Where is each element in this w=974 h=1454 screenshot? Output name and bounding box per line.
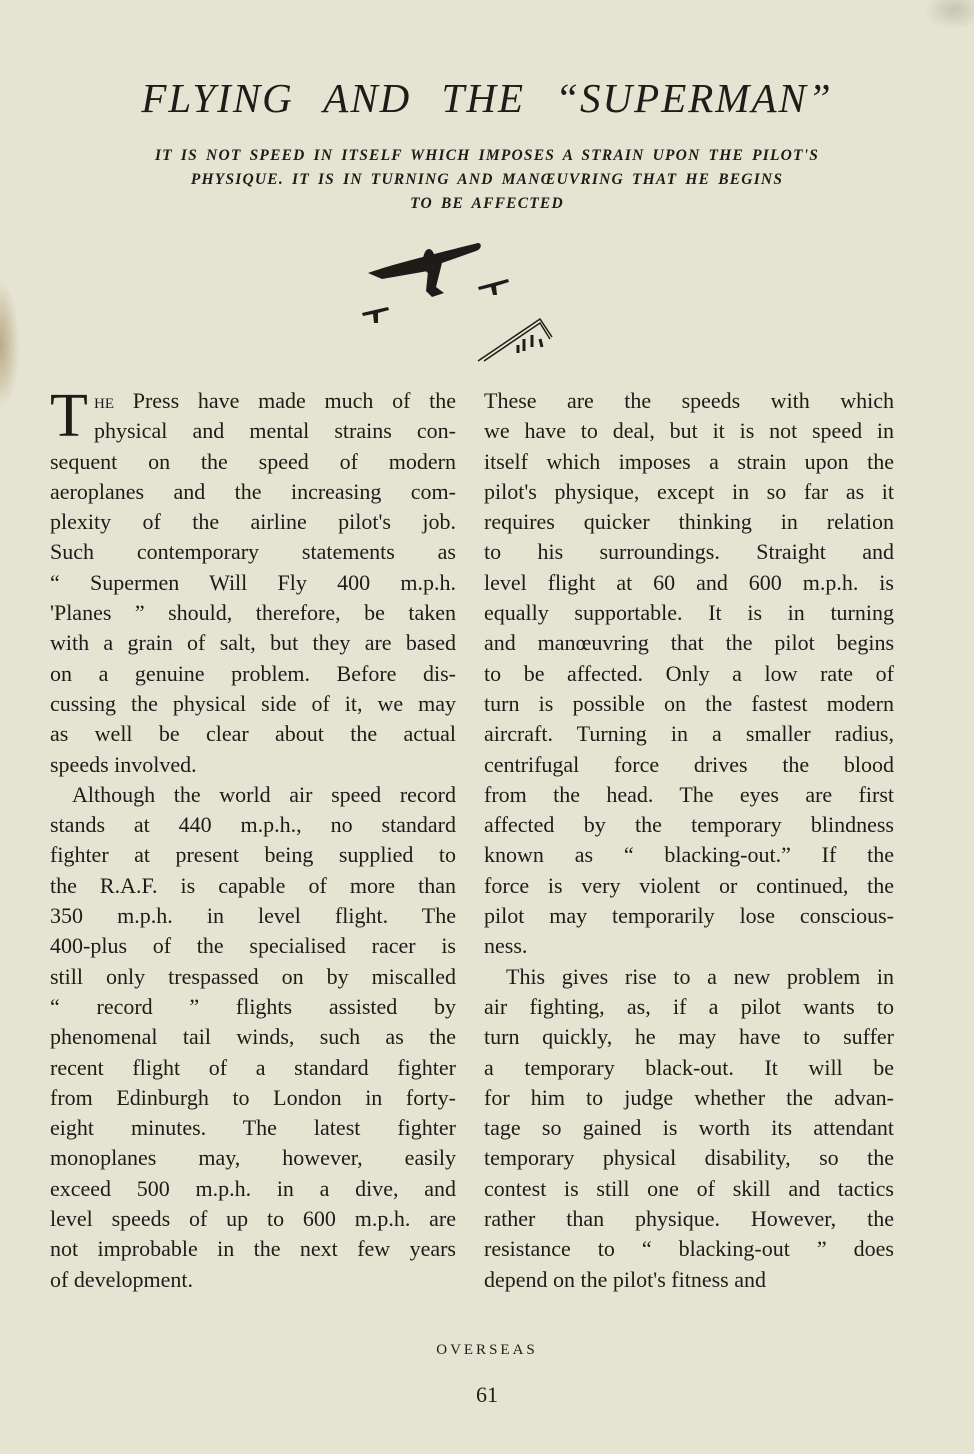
text-line: aeroplanes and the increasing com- [50,478,456,504]
text-line: the R.A.F. is capable of more than [50,872,456,898]
publication-name: OVERSEAS [436,1342,538,1358]
text-line-content: Press have made much of the [132,388,456,413]
text-line: of development. [50,1266,193,1292]
text-line: we have to deal, but it is not speed in [484,418,894,444]
article-subtitle [100,144,874,216]
article-title: FLYING AND THE “SUPERMAN” [141,75,833,121]
first-word-rest: he [94,388,114,413]
text-line: and manœuvring that the pilot begins [484,630,894,656]
text-line: air fighting, as, if a pilot wants to [484,993,894,1019]
text-line: level flight at 60 and 600 m.p.h. is [484,569,894,595]
text-line: ness. [484,933,528,959]
text-line: as well be clear about the actual [50,721,456,747]
text-line: cussing the physical side of it, we may [50,690,456,716]
text-line: itself which imposes a strain upon the [484,448,894,474]
text-line: Although the world air speed record [72,781,456,807]
text-line: This gives rise to a new problem in [506,963,894,989]
text-line: sequent on the speed of modern [50,448,456,474]
text-line: recent flight of a standard fighter [50,1054,456,1080]
text-line [50,386,456,416]
text-line: from the head. The eyes are first [484,781,894,807]
right-column [484,386,894,1295]
text-line: known as “ blacking-out.” If the [484,842,894,868]
text-line: requires quicker thinking in relation [484,509,894,535]
text-line: 'Planes ” should, therefore, be taken [50,600,456,626]
text-line: depend on the pilot's fitness and [484,1266,766,1292]
drop-cap: T [50,382,88,450]
text-line: stands at 440 m.p.h., no standard [50,812,456,838]
text-line: level speeds of up to 600 m.p.h. are [50,1206,456,1232]
paper-stain [0,280,20,410]
text-line: a temporary black-out. It will be [484,1054,894,1080]
text-line: exceed 500 m.p.h. in a dive, and [50,1175,456,1201]
text-line: physical and mental strains con- [94,418,456,444]
text-line: with a grain of salt, but they are based [50,630,456,656]
text-line: contest is still one of skill and tactics [484,1175,894,1201]
text-line: eight minutes. The latest fighter [50,1115,456,1141]
text-line: “ Supermen Will Fly 400 m.p.h. [50,569,456,595]
text-line: These are the speeds with which [484,388,894,413]
subtitle-line: IT IS NOT SPEED IN ITSELF WHICH IMPOSES A STRAIN UPON THE PILOT'S [154,147,820,164]
text-line: centrifugal force drives the blood [484,751,894,777]
page-number: 61 [476,1382,498,1407]
text-line: speeds involved. [50,751,197,777]
text-line: turn is possible on the fastest modern [484,690,894,716]
text-line: equally supportable. It is in turning [484,600,894,626]
text-line: 400-plus of the specialised racer is [50,933,456,959]
text-line: force is very violent or continued, the [484,872,894,898]
text-line: Such contemporary statements as [50,539,456,565]
subtitle-line: PHYSIQUE. IT IS IN TURNING AND MANŒUVRING THAT HE BEGINS [190,171,784,188]
text-line: monoplanes may, however, easily [50,1145,456,1171]
paper-stain [924,0,974,30]
text-line: still only trespassed on by miscalled [50,963,456,989]
text-line: turn quickly, he may have to suffer [484,1024,894,1050]
text-line: fighter at present being supplied to [50,842,456,868]
text-line: rather than physique. However, the [484,1206,894,1232]
text-line: phenomenal tail winds, such as the [50,1024,456,1050]
text-line: plexity of the airline pilot's job. [50,509,456,535]
text-line: 350 m.p.h. in level flight. The [50,903,456,929]
text-line: “ record ” flights assisted by [50,993,456,1019]
text-line: pilot's physique, except in so far as it [484,478,894,504]
text-line: to his surroundings. Straight and [484,539,894,565]
text-line: pilot may temporarily lose conscious- [484,903,894,929]
bomber-plane-icon [368,243,481,297]
building-roof-icon [478,319,552,361]
text-line: for him to judge whether the advan- [484,1084,894,1110]
text-line: temporary physical disability, so the [484,1145,894,1171]
text-line: to be affected. Only a low rate of [484,660,894,686]
text-line: aircraft. Turning in a smaller radius, [484,721,894,747]
left-column [50,382,456,1295]
subtitle-line: TO BE AFFECTED [410,195,564,212]
aircraft-formation-icon [360,235,560,365]
text-line: on a genuine problem. Before dis- [50,660,456,686]
text-line: affected by the temporary blindness [484,812,894,838]
text-line: tage so gained is worth its attendant [484,1115,894,1141]
text-line: not improbable in the next few years [50,1236,456,1262]
text-line: resistance to “ blacking-out ” does [484,1236,894,1262]
text-line: from Edinburgh to London in forty- [50,1084,456,1110]
